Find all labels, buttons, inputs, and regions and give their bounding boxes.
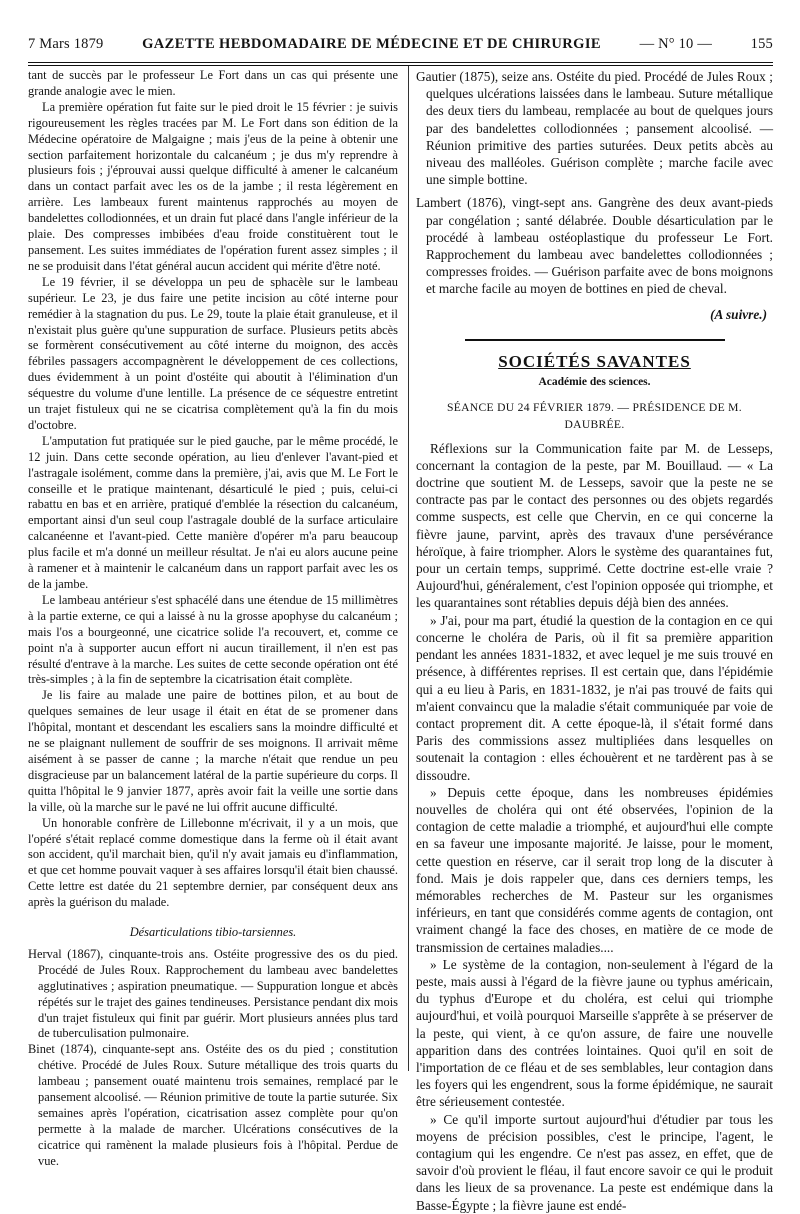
issue-date: 7 Mars 1879 — [28, 36, 104, 52]
paragraph: Le lambeau antérieur s'est sphacélé dans une étendue de 15 millimètres à la partie externe, ce qui a laissé à nu la grosse apophyse du calcanéum ; mais l'os a bourgeonné, une cicatrice solide l'a recouvert, et, comme ce point n'a à supporter aucun effort ni aucun tiraillement, il n'en est pas résulté d'entrave à la marche. Les suites de cette seconde opération ont été très-simples ; à la fin de septembre la cicatrisation était complète. — [28, 592, 398, 687]
running-header — [28, 36, 773, 58]
section-separator — [465, 339, 725, 341]
case-entry: Lambert (1876), vingt-sept ans. Gangrène des deux avant-pieds par congélation ; santé délabrée. Double désarticulation par le procédé à lambeau ostéoplastique du professeur Le Fort. Rapprochement du lambeau avec bandelettes collodionnées ; compresses froides. — Guérison parfaite avec de bons moignons et marche facile au moyen de bottines en pied de cheval. — [416, 195, 773, 297]
column-divider — [408, 66, 409, 1071]
to-be-continued: (A suivre.) — [710, 306, 767, 322]
paragraph: » Le système de la contagion, non-seulement à l'égard de la peste, mais aussi à l'égard de la fièvre jaune ou typhus américain, du typhus d'Europe et du choléra, est celui qui triomphe aujourd'hui, et voilà pourquoi Marseille s'apprête à se préserver de la peste, qui vient, à ce qu'on assure, de faire une nouvelle apparition dans des contrées lointaines. Quoi qu'il en soit de l'importation de ce fléau et de ses semblables, leur contagion dans les foyers qui les engendrent, sous la forme épidémique, ne saurait être sérieusement contestée. — [416, 956, 773, 1110]
header-rule-double — [28, 65, 773, 66]
paragraph: » J'ai, pour ma part, étudié la question de la contagion en ce qui concerne le choléra de Paris, où il fit sa première apparition pendant les années 1831-1832, et avec lequel je me suis trouvé en présence, à différentes reprises. Il est certain que, dans l'épidémie qui a eu lieu à Paris, en 1831-1832, je n'ai pas trouvé de faits qui m'aient convaincu que la maladie s'était communiquée par voie de contact proprement dit. A cette époque-là, il s'était formé dans Paris des commissions assez multipliées dans lesquelles on soutenait la contagion : elles échouèrent et ne tardèrent pas à se dissoudre. — [416, 612, 773, 783]
right-column — [416, 68, 773, 1213]
case-entry: Binet (1874), cinquante-sept ans. Ostéite des os du pied ; constitution chétive. Procédé de Jules Roux. Suture métallique des trois quarts du lambeau ; pansement ouaté maintenu trois semaines, remplacé par le pansement alcoolisé. — Réunion primitive de toute la partie suturée. Six semaines après l'opération, cicatrisation assez complète pour qu'on permette à la malade de marcher. Ulcérations consécutives de la cicatrice qui ramènent la malade plusieurs fois à l'hôpital. Perdue de vue. — [28, 1042, 398, 1168]
issue-number: — N° 10 — — [639, 36, 713, 52]
header-rule — [28, 62, 773, 63]
paragraph: Un honorable confrère de Lillebonne m'écrivait, il y a un mois, que l'opéré s'était replacé comme domestique dans la ferme où il était avant son accident, qu'il marchait bien, qu'il n'y avait jamais eu d'inflammation, et que cet homme pouvait vaquer à ses affaires lorsqu'il était bien chaussé. Cette lettre est datée du 21 septembre dernier, par conséquent deux ans après la guérison du malade. — [28, 815, 398, 910]
paragraph: » Depuis cette époque, dans les nombreuses épidémies nouvelles de choléra qui ont été observées, l'opinion de la contagion de cette maladie a triomphé, et aujourd'hui elle compte en sa faveur une imposante majorité. Je laisse, pour le moment, cette question en réserve, car il serait trop long de la discuter à fond. Mais je dois rappeler que, dans ces derniers temps, les mémorables recherches de M. Pasteur sur les organismes inférieurs, en tant que considérés comme agents de contagion, ont vraiment changé la face des choses, en matière de ce mode de transmission de certaines maladies.... — [416, 784, 773, 955]
paragraph: » Ce qu'il importe surtout aujourd'hui d'étudier par tous les moyens de précision possibles, c'est le principe, l'agent, le contagium qui les engendre. Ce n'est pas assez, en effet, que de savoir d'où provient le fléau, il faut encore savoir ce qui le produit dans les lieux de sa provenance. La peste est endémique dans la Basse-Égypte ; la fièvre jaune est endé- — [416, 1111, 773, 1213]
paragraph: Je lis faire au malade une paire de bottines pilon, et au bout de quelques semaines de leur usage il était en état de se promener dans l'hôpital, montant et descendant les escaliers sans la moindre difficulté et ne se plaignant nullement de souffrir de ses moignons. Il arrivait même aisément à se passer de canne ; la marche n'était que rendue un peu disgracieuse par un balancement latéral de la partie supérieure du corps. Il quitta l'hôpital le 9 janvier 1877, après avoir fait la veille une sortie dans la ville, où la marche sur le pavé ne lui offrit aucune difficulté. — [28, 688, 398, 814]
paragraph: Le 19 février, il se développa un peu de sphacèle sur le lambeau supérieur. Le 23, je dus faire une petite incision au côté interne pour remédier à la stagnation du pus. Le 29, toute la plaie était granuleuse, et il n'existait plus guère qu'une suppuration de surface. Plusieurs petits abcès se formèrent consécutivement au côté interne du moignon, des accès fébriles passagers accompagnèrent le développement de ces collections, dues évidemment à un point d'ostéite qui aboutit à l'élimination d'un séquestre du volume d'une lentille. La présence de ce séquestre entretint un trajet fistuleux qui ne se cicatrisa complètement qu'à la fin du mois d'octobre. — [28, 274, 398, 432]
journal-title: GAZETTE HEBDOMADAIRE DE MÉDECINE ET DE CHIRURGIE — [142, 36, 601, 52]
case-entry: Herval (1867), cinquante-trois ans. Ostéite progressive des os du pied. Procédé de Jules Roux. Rapprochement du lambeau avec bandelettes agglutinatives ; aspiration pneumatique. — Suppuration longue et abcès répétés sur le trajet des gaines tendineuses. Persistance pendant dix mois d'un trajet fistuleux qui finit par guérir. Mort plusieurs années plus tard de tuberculisation pulmonaire. — [28, 946, 398, 1041]
section-subtitle: Académie des sciences. — [538, 376, 651, 389]
session-line: SÉANCE DU 24 FÉVRIER 1879. — PRÉSIDENCE DE M. DAUBRÉE. — [447, 401, 742, 432]
left-column — [28, 68, 398, 1168]
page-number: 155 — [750, 36, 773, 52]
section-title — [416, 353, 773, 370]
paragraph: Réflexions sur la Communication faite par M. de Lesseps, concernant la contagion de la peste, par M. Bouillaud. — « La doctrine que soutient M. de Lesseps, savoir que la peste ne se contracte pas par le contact des personnes ou des objets regardés comme suspects, est celle que Chervin, en ce qui concerne la fièvre jaune, parvint, après des travaux d'une persévérance héroïque, à faire triompher. Alors le système des quarantaines fut, pour un certain temps, supprimé. Cette doctrine est-elle vraie ? Aujourd'hui, généralement, c'est l'opinion opposée qui triomphe, et les quarantaines sont rétablies depuis déjà bien des années. — [416, 440, 773, 611]
section-title-text: SOCIÉTÉS SAVANTES — [498, 351, 691, 371]
subheading: Désarticulations tibio-tarsiennes. — [129, 925, 297, 940]
paragraph: L'amputation fut pratiquée sur le pied gauche, par le même procédé, le 12 juin. Dans cette seconde opération, au lieu d'enlever l'avant-pied et l'astragale isolément, comme dans la première, j'ai, avis que M. Le Fort le conseille et le pratique maintenant, désarticulé le pied ; puis, celui-ci rabattu en bas et en arrière, pratiqué d'emblée la résection du calcanéum, emportant ainsi d'un seul coup l'astragale doublé de la surface articulaire calcanéenne et l'avant-pied. Cette manière d'opérer m'a paru beaucoup plus facile et m'a donné un meilleur résultat. Je n'ai eu alors aucune peine à ramener et à maintenir le calcanéum dans un rapport parfait avec les os de la jambe. — [28, 433, 398, 591]
paragraph: La première opération fut faite sur le pied droit le 15 février : je suivis rigoureusement les règles tracées par M. Le Fort dans son édition de la Médecine opératoire de Malgaigne ; mais j'eus de la peine à obtenir une section parfaitement horizontale du calcanéum ; je dus m'y reprendre à plusieurs fois ; j'éprouvai aussi quelque difficulté à amener le calcanéum dans un contact parfait avec les os de la jambe ; il resta légèrement en arrière. Les lambeaux furent maintenus rapprochés au moyen de bandelettes collodionnées, et un drain fut placé dans l'angle inférieur de la plaie. Des compresses imbibées d'eau froide constituèrent tout le pansement. Les suites immédiates de l'opération furent assez simples ; il ne se produisit dans l'état général aucun accident qui mérite d'être noté. — [28, 99, 398, 273]
paragraph: tant de succès par le professeur Le Fort dans un cas qui présente une grande analogie avec le mien. — [28, 68, 398, 98]
case-entry: Gautier (1875), seize ans. Ostéite du pied. Procédé de Jules Roux ; quelques ulcérations laissées dans le lambeau. Suture métallique des deux tiers du lambeau, remplacée au bout de quelques jours par des bandelettes collodionnées ; pansement alcoolisé. — Réunion primitive des parties suturées. Deux petits abcès au niveau des malléoles. Guérison complète ; marche facile avec une simple bottine. — [416, 69, 773, 188]
